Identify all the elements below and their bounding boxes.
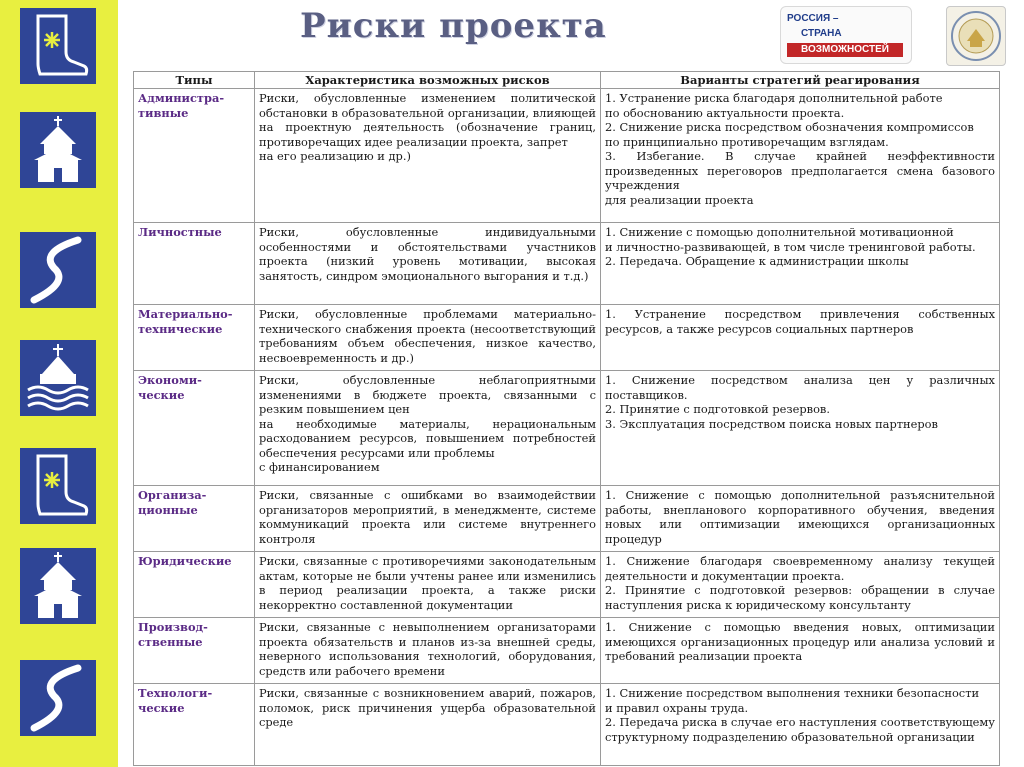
church-icon: [20, 112, 96, 188]
table-row: [134, 552, 1000, 618]
risk-type-label: Экономи- ческие: [138, 373, 202, 402]
risk-type: [134, 684, 255, 766]
header-types: Типы: [134, 72, 255, 89]
boot-snowflake-icon: [20, 448, 96, 524]
river-icon: [20, 660, 96, 736]
table-row: [134, 371, 1000, 486]
risk-type-label: Технологи- ческие: [138, 686, 213, 715]
risk-type-label: Юридические: [138, 554, 232, 568]
risk-type: [134, 223, 255, 305]
risk-type: [134, 371, 255, 486]
risk-characteristic: Риски, связанные с противоречиями законодательным актам, которые не были учтены ранее или изменились в период реализации проекта, а также риски некорректно составленной документации: [255, 552, 601, 618]
risks-table: [133, 71, 1000, 766]
logo-line-1: РОССИЯ –: [787, 13, 839, 24]
church-icon: [20, 548, 96, 624]
risk-strategies: 1. Снижение с помощью дополнительной разъяснительной работы, внепланового корпоративного обучения, введения новых или оптимизации имеющихся организационных процедур: [601, 486, 1000, 552]
risk-characteristic: Риски, обусловленные проблемами материально-технического снабжения проекта (несоответствующий требованиям объем обеспечения, низкое качество, несвоевременность и др.): [255, 305, 601, 371]
risk-characteristic: Риски, обусловленные изменением политической обстановки в образовательной организации, влияющей на проектную деятельность (обозначение границ, противоречащих идее реализации проекта, запрет на его реализацию и др.): [255, 89, 601, 223]
risk-characteristic: Риски, связанные с возникновением аварий, пожаров, поломок, риск причинения ущерба образовательной среде: [255, 684, 601, 766]
table-header-row: [134, 72, 1000, 89]
organization-seal-logo: [946, 6, 1006, 66]
slide-title: Риски проекта: [300, 6, 607, 46]
risk-strategies: 1. Снижение посредством анализа цен у различных поставщиков. 2. Принятие с подготовкой резервов. 3. Эксплуатация посредством поиска новых партнеров: [601, 371, 1000, 486]
risk-characteristic: Риски, обусловленные индивидуальными особенностями и обстоятельствами участников проекта (низкий уровень мотивации, высокая занятость, синдром эмоционального выгорания и т.д.): [255, 223, 601, 305]
header-characteristic: Характеристика возможных рисков: [255, 72, 601, 89]
risk-strategies: 1. Устранение посредством привлечения собственных ресурсов, а также ресурсов социальных партнеров: [601, 305, 1000, 371]
risk-type: [134, 552, 255, 618]
risk-type-label: Производ- ственные: [138, 620, 208, 649]
risk-type-label: Личностные: [138, 225, 222, 239]
risk-type-label: Организа- ционные: [138, 488, 207, 517]
table-row: [134, 223, 1000, 305]
table-row: [134, 684, 1000, 766]
table-row: [134, 305, 1000, 371]
risk-strategies: 1. Устранение риска благодаря дополнительной работе по обоснованию актуальности проекта. 2. Снижение риска посредством обозначения компромиссов по принципиально противоречащим взглядам. 3. Избегание. В случае крайней неэффективности произведенных переговоров предполагается смена базового учреждения для реализации проекта: [601, 89, 1000, 223]
table-row: [134, 486, 1000, 552]
risk-characteristic: Риски, обусловленные неблагоприятными изменениями в бюджете проекта, связанными с резким повышением цен на необходимые материалы, нерациональным расходованием ресурсов, повышением потребностей обеспечения ресурсами или проблемы с финансированием: [255, 371, 601, 486]
boot-snowflake-icon: [20, 8, 96, 84]
risk-strategies: 1. Снижение с помощью введения новых, оптимизации имеющихся организационных процедур или анализа условий и требований реализации проекта: [601, 618, 1000, 684]
logo-line-3: ВОЗМОЖНОСТЕЙ: [787, 43, 903, 57]
logo-line-2: СТРАНА: [801, 28, 842, 39]
table-row: [134, 89, 1000, 223]
risk-type: [134, 89, 255, 223]
river-icon: [20, 232, 96, 308]
risk-type-label: Администра- тивные: [138, 91, 225, 120]
header-strategies: Варианты стратегий реагирования: [601, 72, 1000, 89]
church-waves-icon: [20, 340, 96, 416]
risk-characteristic: Риски, связанные с ошибками во взаимодействии организаторов мероприятий, в менеджменте, системе коммуникаций проекта или системе внутреннего контроля: [255, 486, 601, 552]
russia-land-of-opportunity-logo: [780, 6, 912, 64]
decorative-side-strip: [0, 0, 118, 767]
risk-characteristic: Риски, связанные с невыполнением организаторами проекта обязательств и планов из-за внешней среды, неверного использования технологий, оборудования, средств или рабочего времени: [255, 618, 601, 684]
risk-type: [134, 618, 255, 684]
risk-type-label: Материально- технические: [138, 307, 233, 336]
table-row: [134, 618, 1000, 684]
risk-strategies: 1. Снижение благодаря своевременному анализу текущей деятельности и документации проекта. 2. Принятие с подготовкой резервов: обращении в случае наступления риска к юридическому консультанту: [601, 552, 1000, 618]
risk-type: [134, 486, 255, 552]
risk-strategies: 1. Снижение с помощью дополнительной мотивационной и личностно-развивающей, в том числе тренинговой работы. 2. Передача. Обращение к администрации школы: [601, 223, 1000, 305]
risk-type: [134, 305, 255, 371]
risk-strategies: 1. Снижение посредством выполнения техники безопасности и правил охраны труда. 2. Передача риска в случае его наступления соответствующему структурному подразделению образовательной организации: [601, 684, 1000, 766]
